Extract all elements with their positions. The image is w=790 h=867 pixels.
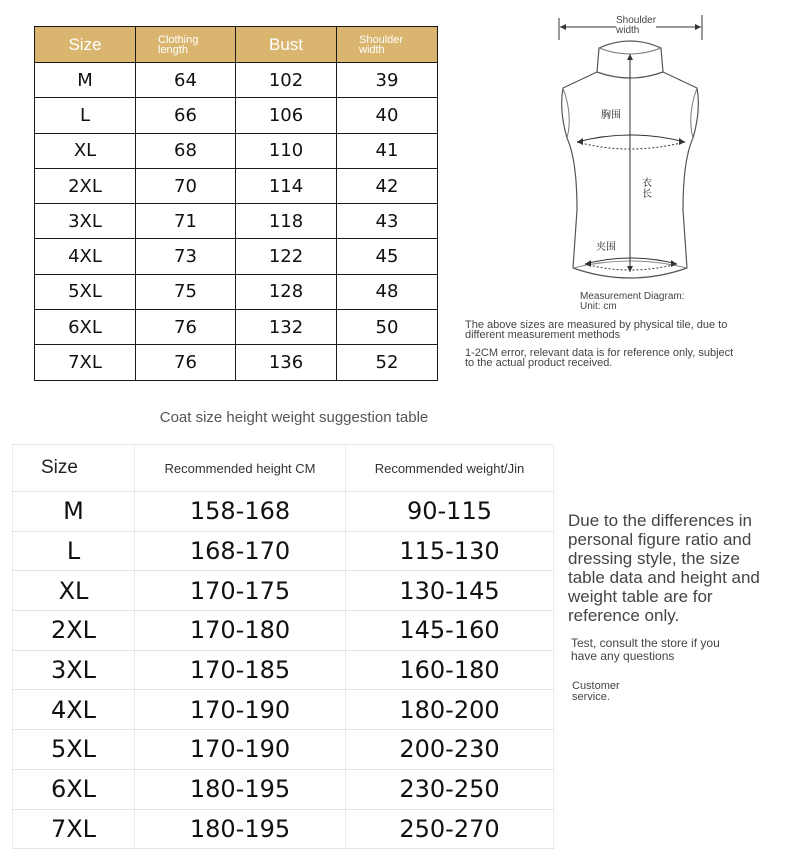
size-cell: 5XL [35, 274, 136, 309]
size-chart-row [35, 63, 438, 98]
shoulder-width-cell: 45 [337, 239, 438, 274]
suggestion-size-cell: 2XL [13, 611, 135, 651]
bust-cell: 122 [236, 239, 337, 274]
reference-note-line5: weight table are for [568, 587, 713, 606]
clothing-length-cell: 70 [136, 168, 236, 203]
consult-note [571, 637, 781, 663]
suggestion-size-cell: 3XL [13, 650, 135, 690]
shoulder-width-label-line1: Shoulder [616, 15, 657, 26]
size-cell: 6XL [35, 310, 136, 345]
clothing-length-cell: 64 [136, 63, 236, 98]
recommended-height-cell: 170-190 [135, 730, 346, 770]
measurement-diagram [555, 10, 705, 295]
recommended-weight-cell: 180-200 [346, 690, 554, 730]
shoulder-width-header [337, 27, 438, 63]
customer-service-line1: Customer [572, 680, 620, 692]
measurement-note-2 [465, 348, 733, 368]
size-cell: 2XL [35, 168, 136, 203]
size-chart-row [35, 345, 438, 380]
size-chart-body [35, 63, 438, 381]
customer-service-note [572, 681, 692, 703]
clothing-length-cell: 75 [136, 274, 236, 309]
clothing-length-cell: 71 [136, 204, 236, 239]
suggestion-row [13, 730, 554, 770]
suggestion-row [13, 650, 554, 690]
reference-note-line2: personal figure ratio and [568, 530, 752, 549]
size-chart-row [35, 274, 438, 309]
measurement-note [465, 320, 727, 340]
suggestion-row [13, 571, 554, 611]
suggestion-row [13, 769, 554, 809]
size-chart-row [35, 239, 438, 274]
shoulder-width-cell: 40 [337, 98, 438, 133]
bust-cell: 110 [236, 133, 337, 168]
size-chart-header-row [35, 27, 438, 63]
suggestion-size-cell: 5XL [13, 730, 135, 770]
bust-cell: 114 [236, 168, 337, 203]
measurement-note-line4: to the actual product received. [465, 357, 613, 369]
shoulder-width-cell: 50 [337, 310, 438, 345]
consult-note-line2: have any questions [571, 649, 675, 663]
recommended-height-cell: 180-195 [135, 769, 346, 809]
size-cell: 7XL [35, 345, 136, 380]
bust-label-cn: 胸围 [601, 110, 621, 121]
suggestion-row [13, 611, 554, 651]
recommended-height-cell: 170-190 [135, 690, 346, 730]
diagram-caption-line2: Unit: cm [580, 301, 617, 312]
recommended-weight-cell: 160-180 [346, 650, 554, 690]
recommended-height-header: Recommended height CM [135, 445, 346, 492]
suggestion-table-body [13, 492, 554, 849]
size-cell: 3XL [35, 204, 136, 239]
recommended-height-cell: 170-175 [135, 571, 346, 611]
bust-cell: 102 [236, 63, 337, 98]
suggestion-size-cell: M [13, 492, 135, 532]
bust-header: Bust [236, 27, 337, 63]
recommended-weight-cell: 115-130 [346, 531, 554, 571]
bust-cell: 132 [236, 310, 337, 345]
suggestion-table [12, 444, 554, 849]
shoulder-width-label [616, 16, 656, 36]
clothing-length-cell: 76 [136, 345, 236, 380]
suggestion-size-header: Size [13, 445, 135, 492]
clothing-length-header-line2: length [158, 43, 188, 56]
recommended-weight-cell: 230-250 [346, 769, 554, 809]
size-chart-row [35, 168, 438, 203]
vest-outline-drawing [555, 10, 705, 295]
clothing-length-cell: 66 [136, 98, 236, 133]
hem-label-cn: 夹围 [596, 242, 616, 253]
shoulder-width-header-line1: Shoulder [359, 33, 404, 46]
suggestion-row [13, 492, 554, 532]
recommended-weight-cell: 90-115 [346, 492, 554, 532]
diagram-caption-line1: Measurement Diagram: [580, 291, 685, 302]
suggestion-size-cell: 7XL [13, 809, 135, 849]
reference-note-line4: table data and height and [568, 568, 760, 587]
reference-note [568, 511, 788, 625]
customer-service-line2: service. [572, 691, 610, 703]
size-chart-row [35, 204, 438, 239]
clothing-length-header [136, 27, 236, 63]
recommended-weight-cell: 200-230 [346, 730, 554, 770]
suggestion-row [13, 531, 554, 571]
consult-note-line1: Test, consult the store if you [571, 636, 720, 650]
measurement-note-line1: The above sizes are measured by physical tile, due to [465, 319, 728, 331]
suggestion-table-title: Coat size height weight suggestion table [159, 409, 429, 426]
recommended-weight-header: Recommended weight/Jin [346, 445, 554, 492]
size-chart-table [34, 26, 438, 381]
suggestion-size-cell: L [13, 531, 135, 571]
recommended-weight-cell: 250-270 [346, 809, 554, 849]
recommended-height-cell: 180-195 [135, 809, 346, 849]
size-header: Size [35, 27, 136, 63]
shoulder-width-cell: 39 [337, 63, 438, 98]
bust-cell: 128 [236, 274, 337, 309]
measurement-note-line3: 1-2CM error, relevant data is for reference only, subject [465, 347, 734, 359]
bust-cell: 106 [236, 98, 337, 133]
measurement-note-line2: different measurement methods [465, 329, 621, 341]
bust-cell: 118 [236, 204, 337, 239]
suggestion-size-cell: XL [13, 571, 135, 611]
reference-note-line6: reference only. [568, 606, 680, 625]
shoulder-width-cell: 41 [337, 133, 438, 168]
bust-cell: 136 [236, 345, 337, 380]
size-chart-row [35, 310, 438, 345]
clothing-length-cell: 68 [136, 133, 236, 168]
recommended-height-cell: 170-185 [135, 650, 346, 690]
clothing-length-header-line1: Clothing [158, 33, 199, 46]
length-label-cn [642, 178, 652, 200]
size-cell: M [35, 63, 136, 98]
suggestion-size-cell: 4XL [13, 690, 135, 730]
size-chart-row [35, 133, 438, 168]
diagram-caption [580, 292, 684, 312]
suggestion-size-cell: 6XL [13, 769, 135, 809]
shoulder-width-cell: 52 [337, 345, 438, 380]
shoulder-width-label-line2: width [616, 25, 640, 36]
clothing-length-cell: 73 [136, 239, 236, 274]
recommended-height-cell: 158-168 [135, 492, 346, 532]
suggestion-row [13, 690, 554, 730]
reference-note-line3: dressing style, the size [568, 549, 740, 568]
recommended-weight-cell: 145-160 [346, 611, 554, 651]
size-cell: L [35, 98, 136, 133]
recommended-height-cell: 168-170 [135, 531, 346, 571]
reference-note-line1: Due to the differences in [568, 511, 752, 530]
size-cell: XL [35, 133, 136, 168]
shoulder-width-cell: 42 [337, 168, 438, 203]
size-chart-row [35, 98, 438, 133]
size-cell: 4XL [35, 239, 136, 274]
shoulder-width-cell: 43 [337, 204, 438, 239]
length-label-cn-1: 衣 [642, 178, 652, 189]
recommended-weight-cell: 130-145 [346, 571, 554, 611]
suggestion-row [13, 809, 554, 849]
shoulder-width-cell: 48 [337, 274, 438, 309]
length-label-cn-2: 长 [642, 189, 652, 200]
suggestion-header-row [13, 445, 554, 492]
shoulder-width-header-line2: width [359, 43, 385, 56]
recommended-height-cell: 170-180 [135, 611, 346, 651]
clothing-length-cell: 76 [136, 310, 236, 345]
